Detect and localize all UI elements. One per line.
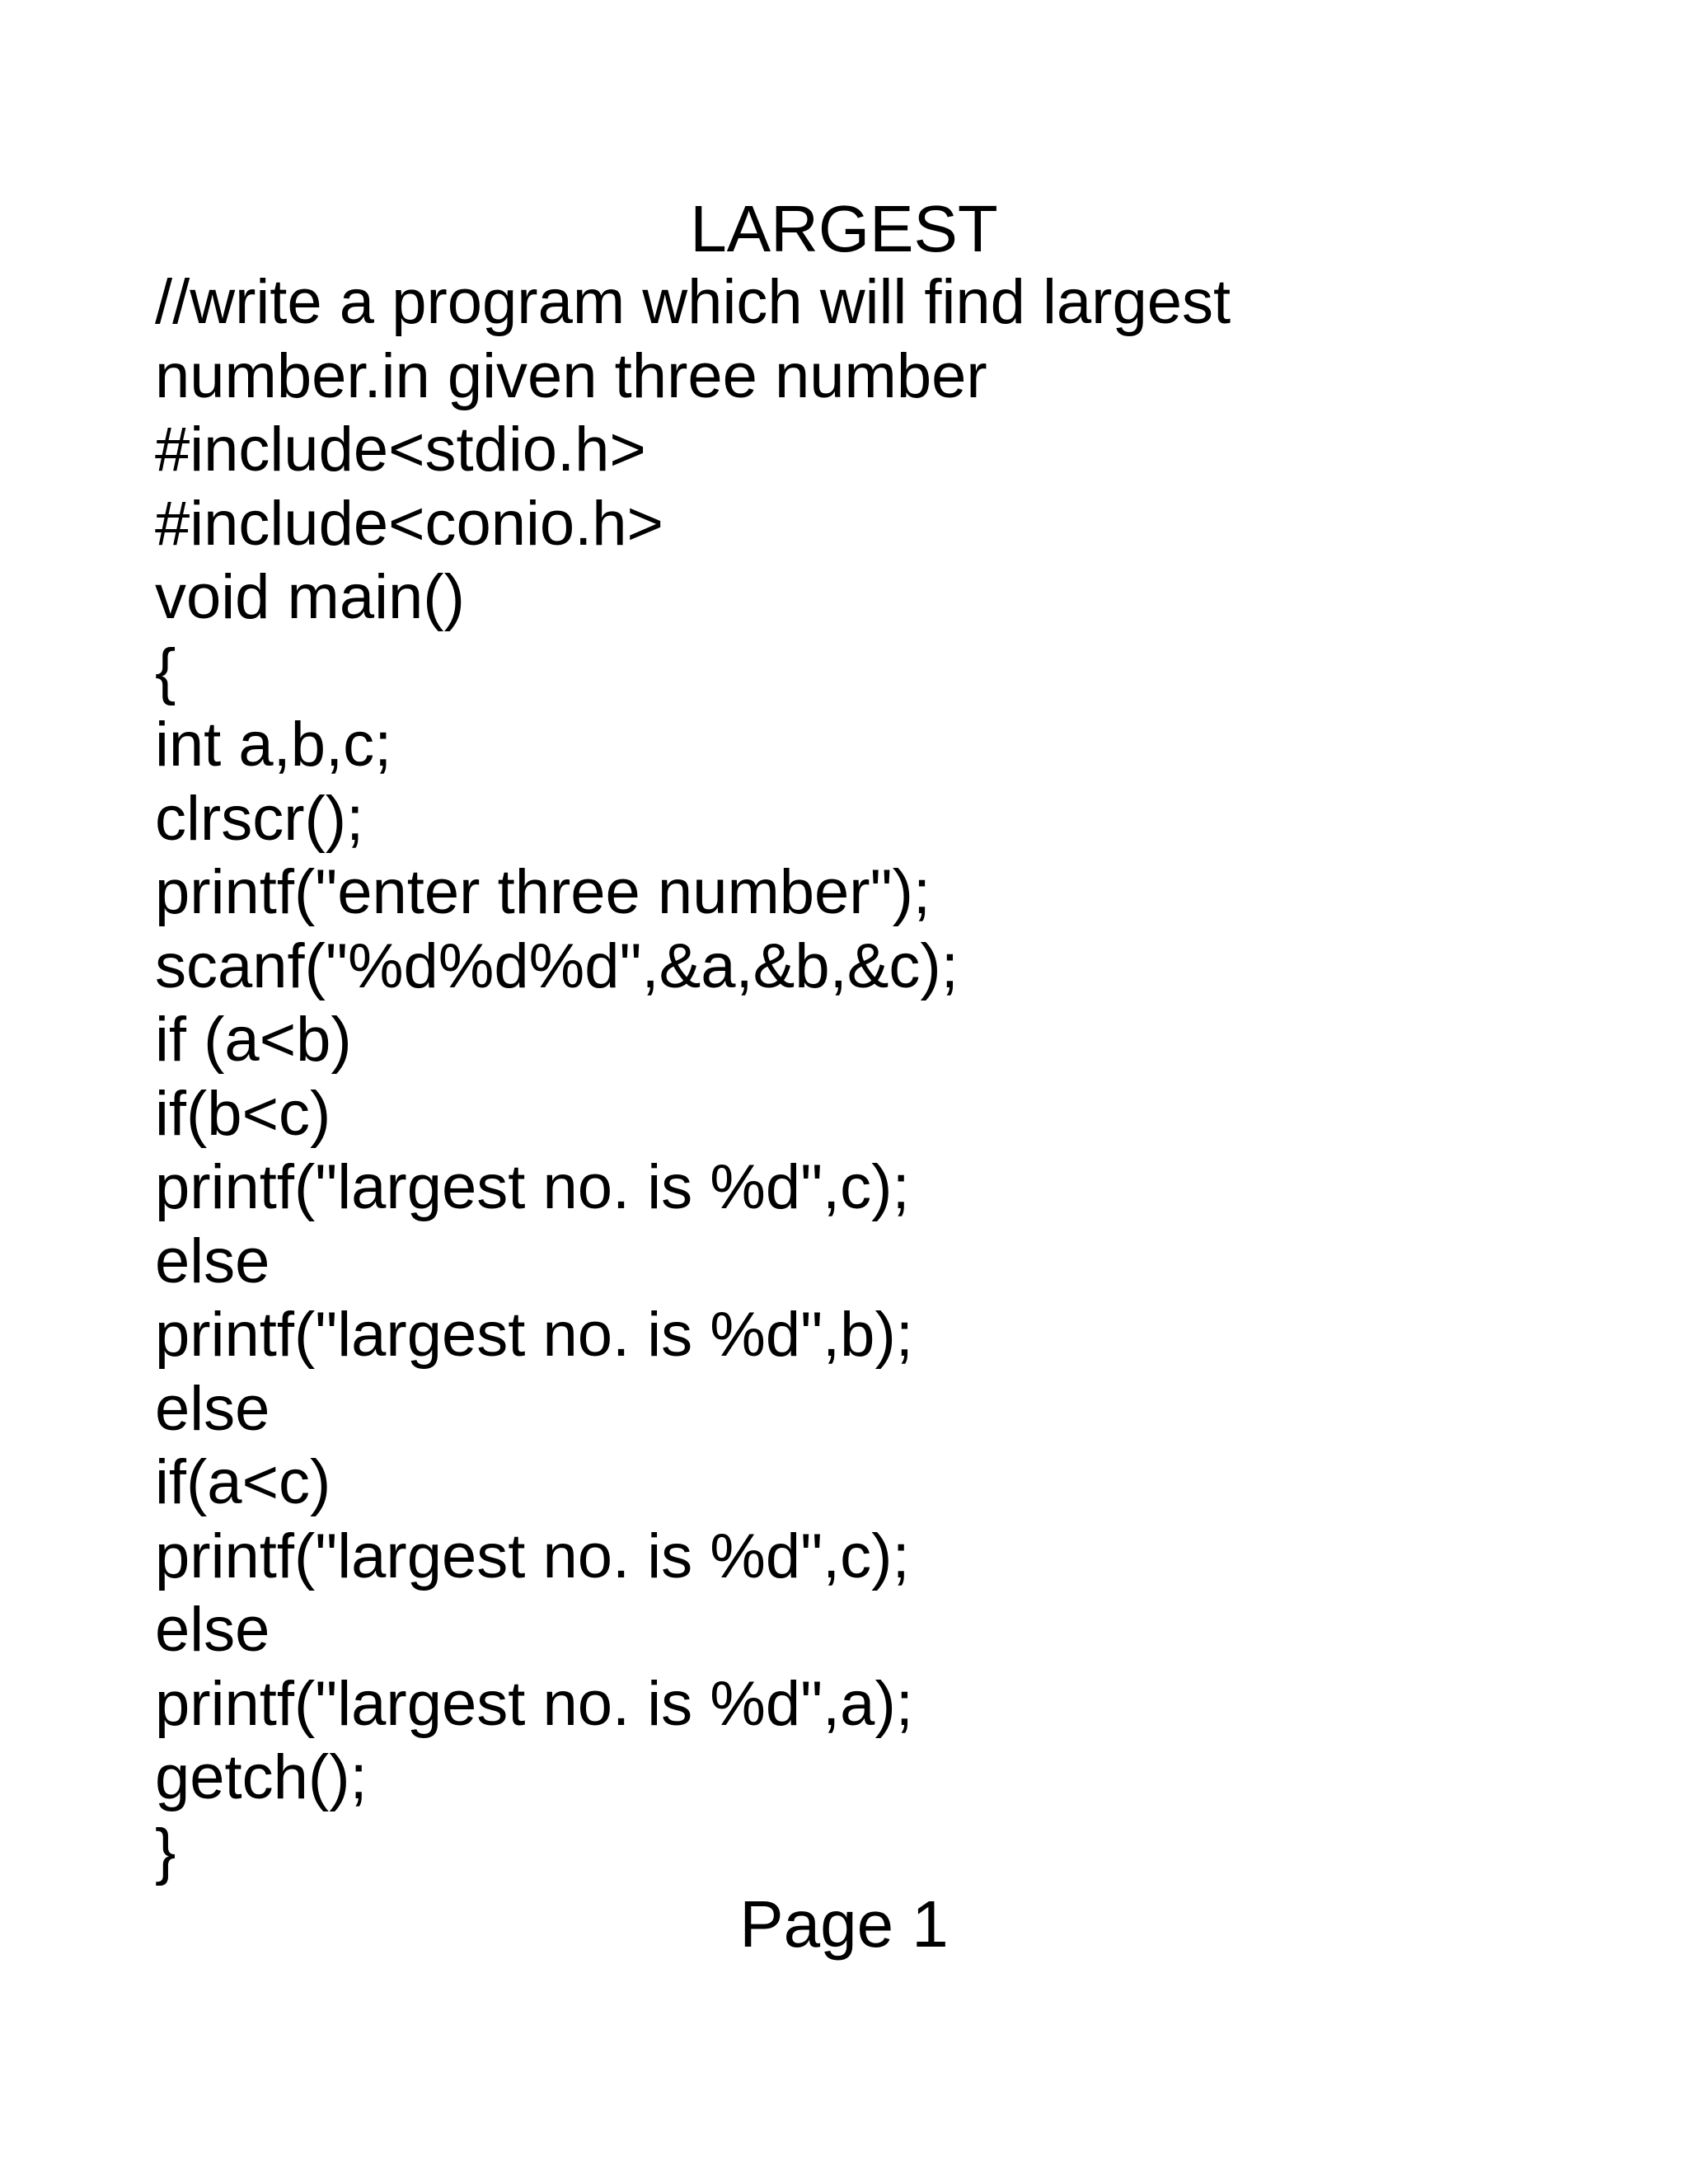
code-line: else <box>155 1595 270 1665</box>
code-line: if(a<c) <box>155 1447 331 1517</box>
code-line: getch(); <box>155 1742 368 1812</box>
code-listing <box>155 265 1231 1888</box>
code-line: printf("largest no. is %d",c); <box>155 1152 910 1222</box>
code-line: #include<stdio.h> <box>155 415 646 485</box>
code-line: else <box>155 1373 270 1444</box>
code-line: printf("enter three number"); <box>155 857 931 927</box>
code-line: #include<conio.h> <box>155 488 663 559</box>
code-line: else <box>155 1226 270 1296</box>
code-line: { <box>155 635 176 706</box>
code-line: printf("largest no. is %d",a); <box>155 1668 913 1739</box>
code-line: printf("largest no. is %d",b); <box>155 1300 913 1370</box>
code-line: if (a<b) <box>155 1005 352 1075</box>
code-line: printf("largest no. is %d",c); <box>155 1521 910 1591</box>
code-line: } <box>155 1816 176 1886</box>
code-line: scanf("%d%d%d",&a,&b,&c); <box>155 930 959 1001</box>
page-title: LARGEST <box>690 192 998 265</box>
page-number: Page 1 <box>739 1887 949 1961</box>
code-line: number.in given three number <box>155 340 987 411</box>
code-line: //write a program which will find largest <box>155 267 1231 337</box>
code-line: if(b<c) <box>155 1078 331 1149</box>
code-line: clrscr(); <box>155 783 364 854</box>
code-line: void main() <box>155 562 465 632</box>
code-line: int a,b,c; <box>155 710 392 780</box>
